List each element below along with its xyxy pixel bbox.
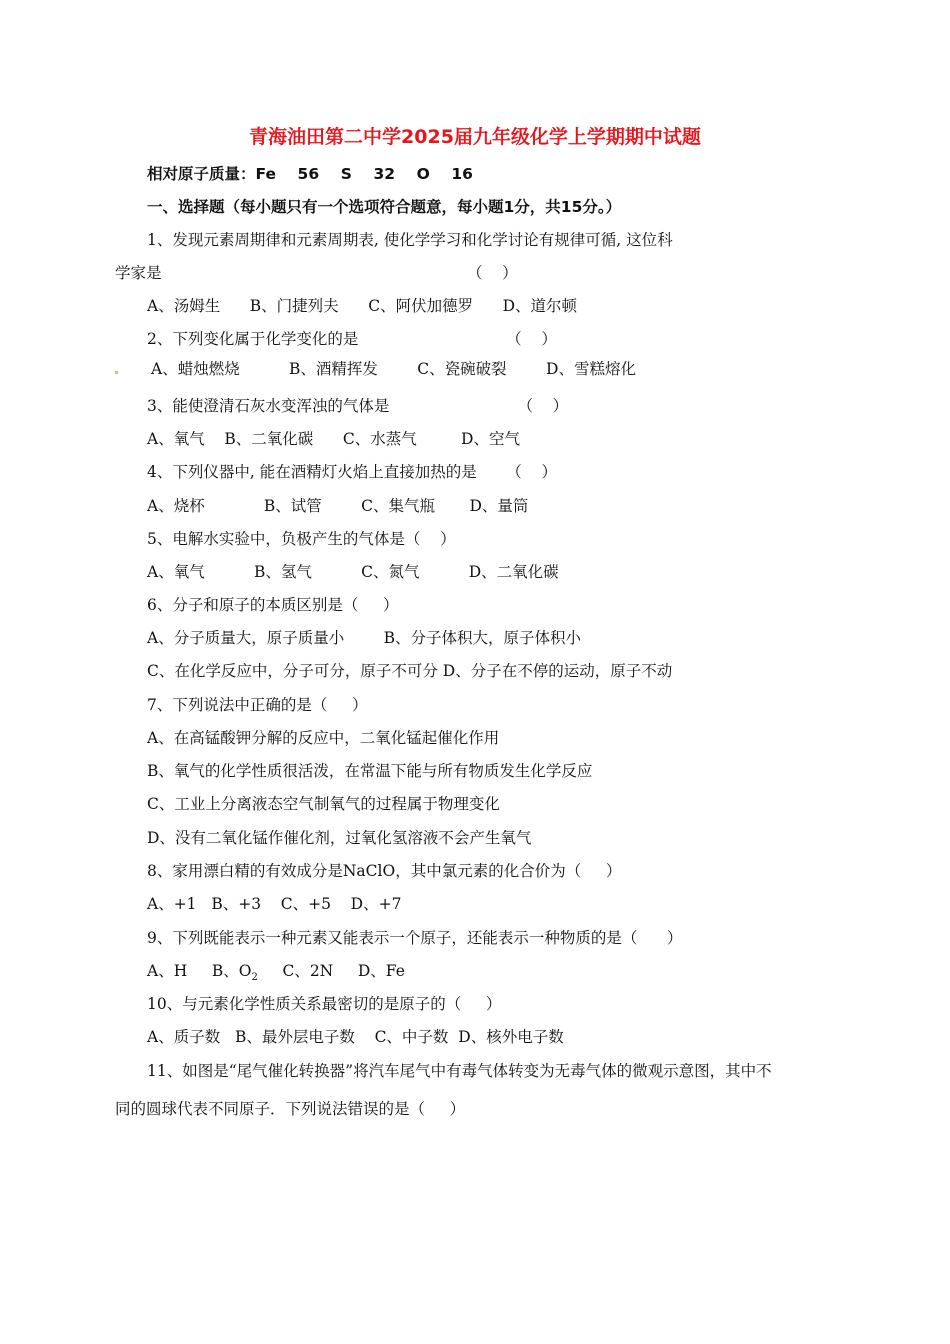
question-4-options: A、烧杯 B、试管 C、集气瓶 D、量筒: [147, 497, 529, 515]
question-1-options: A、汤姆生 B、门捷列夫 C、阿伏加德罗 D、道尔顿: [147, 297, 578, 315]
question-9-options-part-2: C、2N D、Fe: [257, 962, 405, 980]
question-7-option-b: B、氧气的化学性质很活泼，在常温下能与所有物质发生化学反应: [147, 762, 593, 780]
exam-title: 青海油田第二中学2025届九年级化学上学期期中试题: [249, 126, 701, 148]
question-6-options-1: A、分子质量大，原子质量小 B、分子体积大，原子体积小: [147, 629, 582, 647]
question-7-option-d: D、没有二氧化锰作催化剂，过氧化氢溶液不会产生氧气: [147, 829, 532, 847]
question-9-options-part-1: A、H B、O: [147, 962, 252, 980]
question-1-line-2: 学家是 （ ）: [115, 264, 518, 282]
question-8-options: A、+1 B、+3 C、+5 D、+7: [147, 895, 402, 913]
section-header: 一、选择题（每小题只有一个选项符合题意，每小题1分，共15分。）: [147, 198, 622, 216]
question-4: 4、下列仪器中, 能在酒精灯火焰上直接加热的是 （ ）: [147, 463, 557, 481]
question-7: 7、下列说法中正确的是（ ）: [147, 696, 368, 714]
question-3-options: A、氧气 B、二氧化碳 C、水蒸气 D、空气: [147, 430, 520, 448]
question-11-line-1: 11、如图是“尾气催化转换器”将汽车尾气中有毒气体转变为无毒气体的微观示意图，其中不: [147, 1062, 772, 1080]
question-2-options: A、蜡烛燃烧 B、酒精挥发 C、瓷碗破裂 D、雪糕熔化: [151, 360, 636, 378]
question-6-options-2: C、在化学反应中，分子可分，原子不可分 D、分子在不停的运动，原子不动: [147, 662, 673, 680]
question-9: 9、下列既能表示一种元素又能表示一个原子，还能表示一种物质的是（ ）: [147, 929, 683, 947]
question-7-option-a: A、在高锰酸钾分解的反应中，二氧化锰起催化作用: [147, 729, 500, 747]
question-5-options: A、氧气 B、氢气 C、氮气 D、二氧化碳: [147, 563, 559, 581]
question-5: 5、电解水实验中，负极产生的气体是（ ）: [147, 530, 456, 548]
question-6: 6、分子和原子的本质区别是（ ）: [147, 596, 399, 614]
question-2: 2、下列变化属于化学变化的是 （ ）: [147, 330, 557, 348]
question-8: 8、家用漂白精的有效成分是NaClO，其中氯元素的化合价为（ ）: [147, 862, 622, 880]
subscript-2: 2: [251, 972, 258, 984]
stray-mark: [115, 371, 118, 374]
question-11-line-2: 同的圆球代表不同原子．下列说法错误的是（ ）: [115, 1100, 466, 1118]
question-7-option-c: C、工业上分离液态空气制氧气的过程属于物理变化: [147, 795, 500, 813]
question-10-options: A、质子数 B、最外层电子数 C、中子数 D、核外电子数: [147, 1028, 564, 1046]
question-10: 10、与元素化学性质关系最密切的是原子的（ ）: [147, 995, 502, 1013]
atomic-mass-line: 相对原子质量：Fe 56 S 32 O 16: [147, 165, 473, 183]
question-1-line-1: 1、发现元素周期律和元素周期表, 使化学学习和化学讨论有规律可循, 这位科: [147, 231, 673, 249]
question-3: 3、能使澄清石灰水变浑浊的气体是 （ ）: [147, 397, 569, 415]
question-9-options: [147, 961, 405, 988]
